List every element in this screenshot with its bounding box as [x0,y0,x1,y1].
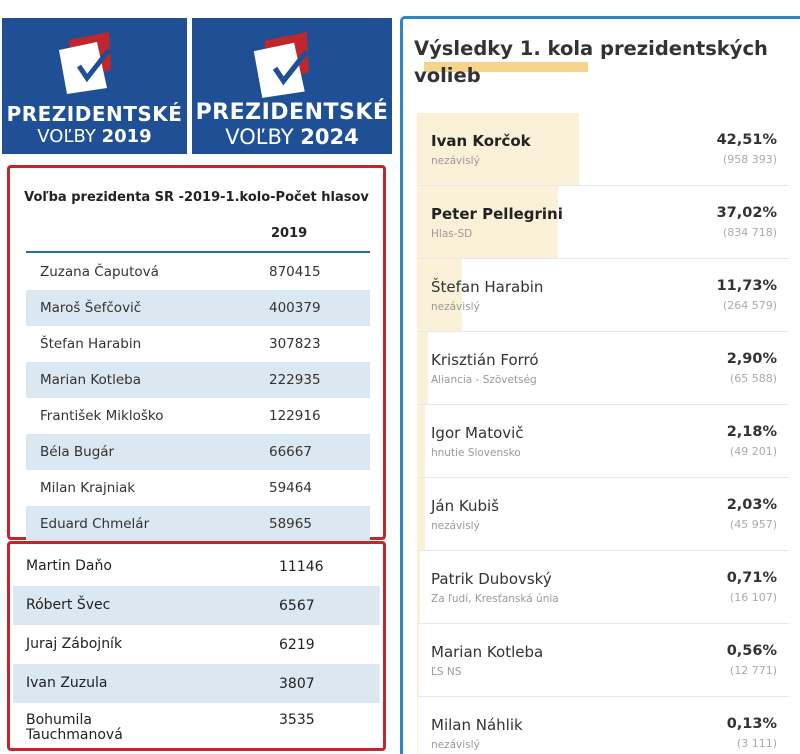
vote-count: 3535 [279,712,315,728]
vote-count: 11146 [279,558,324,575]
results-2024-panel [400,16,800,754]
table-row [13,664,380,703]
vote-percent: 0,56% [726,643,777,659]
logo-subtitle: VOĽBY 2019 [37,126,152,147]
vote-count: (834 718) [722,226,777,239]
table-row [26,326,370,362]
table-row [26,434,370,470]
vote-percent: 2,03% [726,497,777,513]
vote-share-bar [417,405,425,477]
vote-count: (3 111) [736,737,777,750]
candidate-name: Ján Kubiš [431,497,499,515]
vote-share-bar [417,551,420,623]
candidate-row [417,405,789,478]
candidate-party: nezávislý [431,301,480,313]
table-row [26,290,370,326]
candidate-row [417,332,789,405]
table-title: Voľba prezidenta SR -2019-1.kolo-Počet hlasov [24,190,369,205]
candidate-name: Ivan Zuzula [26,675,108,691]
table-row [13,703,380,753]
results-2019-table [7,165,386,540]
candidate-party: nezávislý [431,739,480,751]
vote-count: 6219 [279,636,315,653]
candidate-name: Róbert Švec [26,597,111,613]
logo-subtitle: VOĽBY 2024 [225,125,359,149]
vote-count: 66667 [269,444,312,460]
candidate-name: Marian Kotleba [431,643,544,661]
table-row [26,362,370,398]
table-row [26,254,370,290]
vote-count: 222935 [269,372,321,388]
candidate-name: Milan Krajniak [40,480,136,496]
candidate-name: Igor Matovič [431,424,524,442]
candidate-row [417,259,789,332]
candidate-row [417,697,789,754]
candidate-name: Štefan Harabin [40,336,142,352]
candidate-party: Hlas-SD [431,228,473,240]
vote-count: (16 107) [729,591,777,604]
vote-share-bar [417,624,419,696]
table-body [26,254,370,542]
candidate-row [417,478,789,551]
vote-count: (65 588) [729,372,777,385]
candidate-name: Peter Pellegrini [431,205,563,223]
vote-count: (49 201) [729,445,777,458]
candidate-row [417,113,789,186]
vote-count: 6567 [279,597,315,614]
candidate-party: Za ľudí, Kresťanská únia [431,593,559,605]
vote-percent: 2,18% [726,424,777,440]
vote-count: 58965 [269,516,312,532]
table-row [13,586,380,625]
candidate-party: nezávislý [431,155,480,167]
candidate-name: Milan Náhlik [431,716,523,734]
vote-count: (264 579) [722,299,777,312]
vote-count: (45 957) [729,518,777,531]
vote-count: (12 771) [729,664,777,677]
logo-2019 [2,18,187,154]
table-body [13,547,380,753]
vote-count: 870415 [269,264,321,280]
vote-percent: 0,71% [726,570,777,586]
vote-percent: 37,02% [716,205,777,221]
table-row [26,506,370,542]
candidate-name: Zuzana Čaputová [40,264,159,280]
candidate-party: Aliancia - Szövetség [431,374,537,386]
candidate-name: Bohumila Tauchmanová [26,712,123,743]
vote-count: 59464 [269,480,312,496]
candidate-name: Ivan Korčok [431,132,531,150]
candidate-name: Krisztián Forró [431,351,539,369]
table-row [26,398,370,434]
table-row [13,625,380,664]
results-title: Výsledky 1. kola prezidentských volieb [414,37,768,87]
candidate-name: Martin Daňo [26,558,112,574]
candidate-name: Maroš Šefčovič [40,300,142,316]
candidate-name: Štefan Harabin [431,278,544,296]
candidate-name: Béla Bugár [40,444,115,460]
candidate-party: hnutie Slovensko [431,447,521,459]
candidate-name: Patrik Dubovský [431,570,552,588]
candidate-party: nezávislý [431,520,480,532]
ballot-icon [242,30,342,100]
candidate-row [417,624,789,697]
vote-count: (958 393) [722,153,777,166]
vote-percent: 11,73% [716,278,777,294]
vote-count: 307823 [269,336,321,352]
vote-count: 3807 [279,675,315,692]
header-divider [26,251,370,253]
ballot-icon [49,30,141,96]
candidate-name: Marian Kotleba [40,372,141,388]
vote-percent: 0,13% [726,716,777,732]
candidate-name: Juraj Zábojník [26,636,123,652]
table-row [13,547,380,586]
logo-2024 [192,18,392,154]
vote-percent: 42,51% [716,132,777,148]
candidate-name: František Mikloško [40,408,164,424]
candidate-row [417,551,789,624]
vote-share-bar [417,332,428,404]
vote-count: 400379 [269,300,321,316]
vote-count: 122916 [269,408,321,424]
candidate-party: ĽS NS [431,666,462,678]
logo-title: PREZIDENTSKÉ [6,102,183,126]
vote-percent: 2,90% [726,351,777,367]
candidate-name: Eduard Chmelár [40,516,150,532]
candidate-row [417,186,789,259]
logo-title: PREZIDENTSKÉ [195,100,389,125]
results-2019-table-continued [7,541,386,751]
column-header-year: 2019 [271,226,308,241]
vote-share-bar [417,478,425,550]
table-row [26,470,370,506]
candidate-list [417,113,789,754]
